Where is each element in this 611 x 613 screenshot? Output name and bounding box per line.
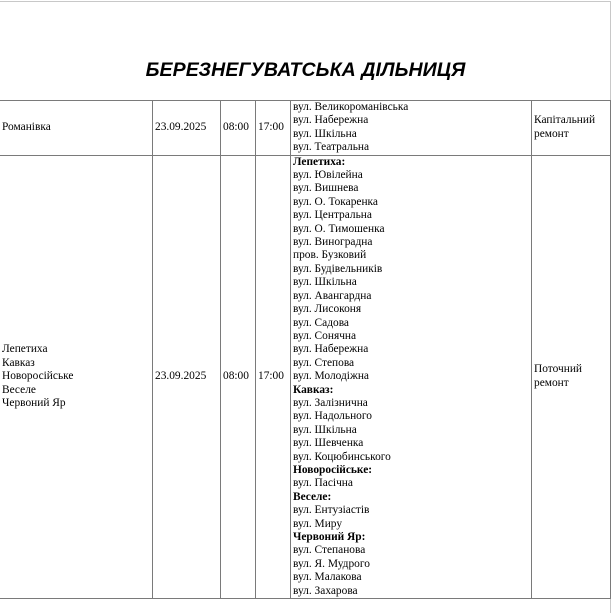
street-name: вул. Центральна xyxy=(293,209,372,222)
street-name: вул. Шевченка xyxy=(293,437,364,450)
street-name: вул. Будівельників xyxy=(293,262,383,275)
street-name: вул. Ентузіастів xyxy=(293,504,370,517)
street-name: вул. Авангардна xyxy=(293,289,372,302)
settlement-name: Новоросійське xyxy=(2,370,74,383)
street-name: вул. Шкільна xyxy=(293,276,357,289)
work-type-text: ремонт xyxy=(534,376,569,389)
street-name: вул. Великороманівська xyxy=(293,101,409,113)
street-name: вул. Пасічна xyxy=(293,477,353,490)
schedule-table-body xyxy=(0,101,611,599)
settlement-name: Романівка xyxy=(2,121,51,134)
table-row xyxy=(0,101,611,156)
page-title: БЕРЕЗНЕГУВАТСЬКА ДІЛЬНИЦЯ xyxy=(145,59,466,81)
schedule-table xyxy=(0,100,611,599)
street-name: вул. Молодіжна xyxy=(293,370,369,383)
street-name: вул. Набережна xyxy=(293,343,369,356)
end-time-cell: 17:00 xyxy=(256,155,291,598)
work-type-cell xyxy=(532,155,611,598)
settlement-name: Кавказ xyxy=(2,356,35,369)
settlements-cell xyxy=(0,101,153,156)
street-name: вул. Малакова xyxy=(293,571,362,584)
street-name: пров. Бузковий xyxy=(293,249,367,262)
settlement-heading: Новоросійське: xyxy=(293,463,373,476)
street-name: вул. Шкільна xyxy=(293,423,357,436)
date-cell: 23.09.2025 xyxy=(153,155,221,598)
street-name: вул. Набережна xyxy=(293,114,369,127)
settlements-cell xyxy=(0,155,153,598)
settlement-heading: Лепетиха: xyxy=(293,155,346,168)
street-name: вул. Коцюбинського xyxy=(293,450,391,463)
streets-cell xyxy=(291,155,532,598)
settlement-name: Веселе xyxy=(2,383,36,396)
street-name: вул. Залізнична xyxy=(293,396,368,409)
street-name: вул. Степова xyxy=(293,356,355,369)
streets-cell xyxy=(291,101,532,156)
work-type-text: Поточний xyxy=(534,363,583,376)
street-name: вул. Надольного xyxy=(293,410,372,423)
street-name: вул. Ювілейна xyxy=(293,169,363,182)
start-time-cell: 08:00 xyxy=(221,101,256,156)
settlement-heading: Червоний Яр: xyxy=(293,531,366,543)
work-type-text: ремонт xyxy=(534,127,569,140)
settlement-heading: Веселе: xyxy=(293,490,332,503)
street-name: вул. Я. Мудрого xyxy=(293,557,370,570)
top-border-line xyxy=(0,1,611,2)
settlement-name: Лепетиха xyxy=(2,343,48,356)
work-type-text: Капітальний xyxy=(534,114,596,127)
street-name: вул. О. Тимошенка xyxy=(293,222,385,235)
settlement-heading: Кавказ: xyxy=(293,383,334,396)
street-name: вул. Степанова xyxy=(293,544,366,557)
start-time-cell: 08:00 xyxy=(221,155,256,598)
table-row xyxy=(0,155,611,598)
end-time-cell: 17:00 xyxy=(256,101,291,156)
street-name: вул. Миру xyxy=(293,517,343,530)
street-name: вул. Захарова xyxy=(293,584,358,597)
settlement-name: Червоний Яр xyxy=(2,396,66,409)
street-name: вул. Театральна xyxy=(293,141,370,154)
date-cell: 23.09.2025 xyxy=(153,101,221,156)
street-name: вул. Шкільна xyxy=(293,127,357,140)
street-name: вул. О. Токаренка xyxy=(293,195,378,208)
work-type-cell xyxy=(532,101,611,156)
street-name: вул. Сонячна xyxy=(293,329,357,342)
street-name: вул. Садова xyxy=(293,316,349,329)
street-name: вул. Лисоконя xyxy=(293,303,362,316)
street-name: вул. Виноградна xyxy=(293,236,373,249)
street-name: вул. Вишнева xyxy=(293,182,359,195)
